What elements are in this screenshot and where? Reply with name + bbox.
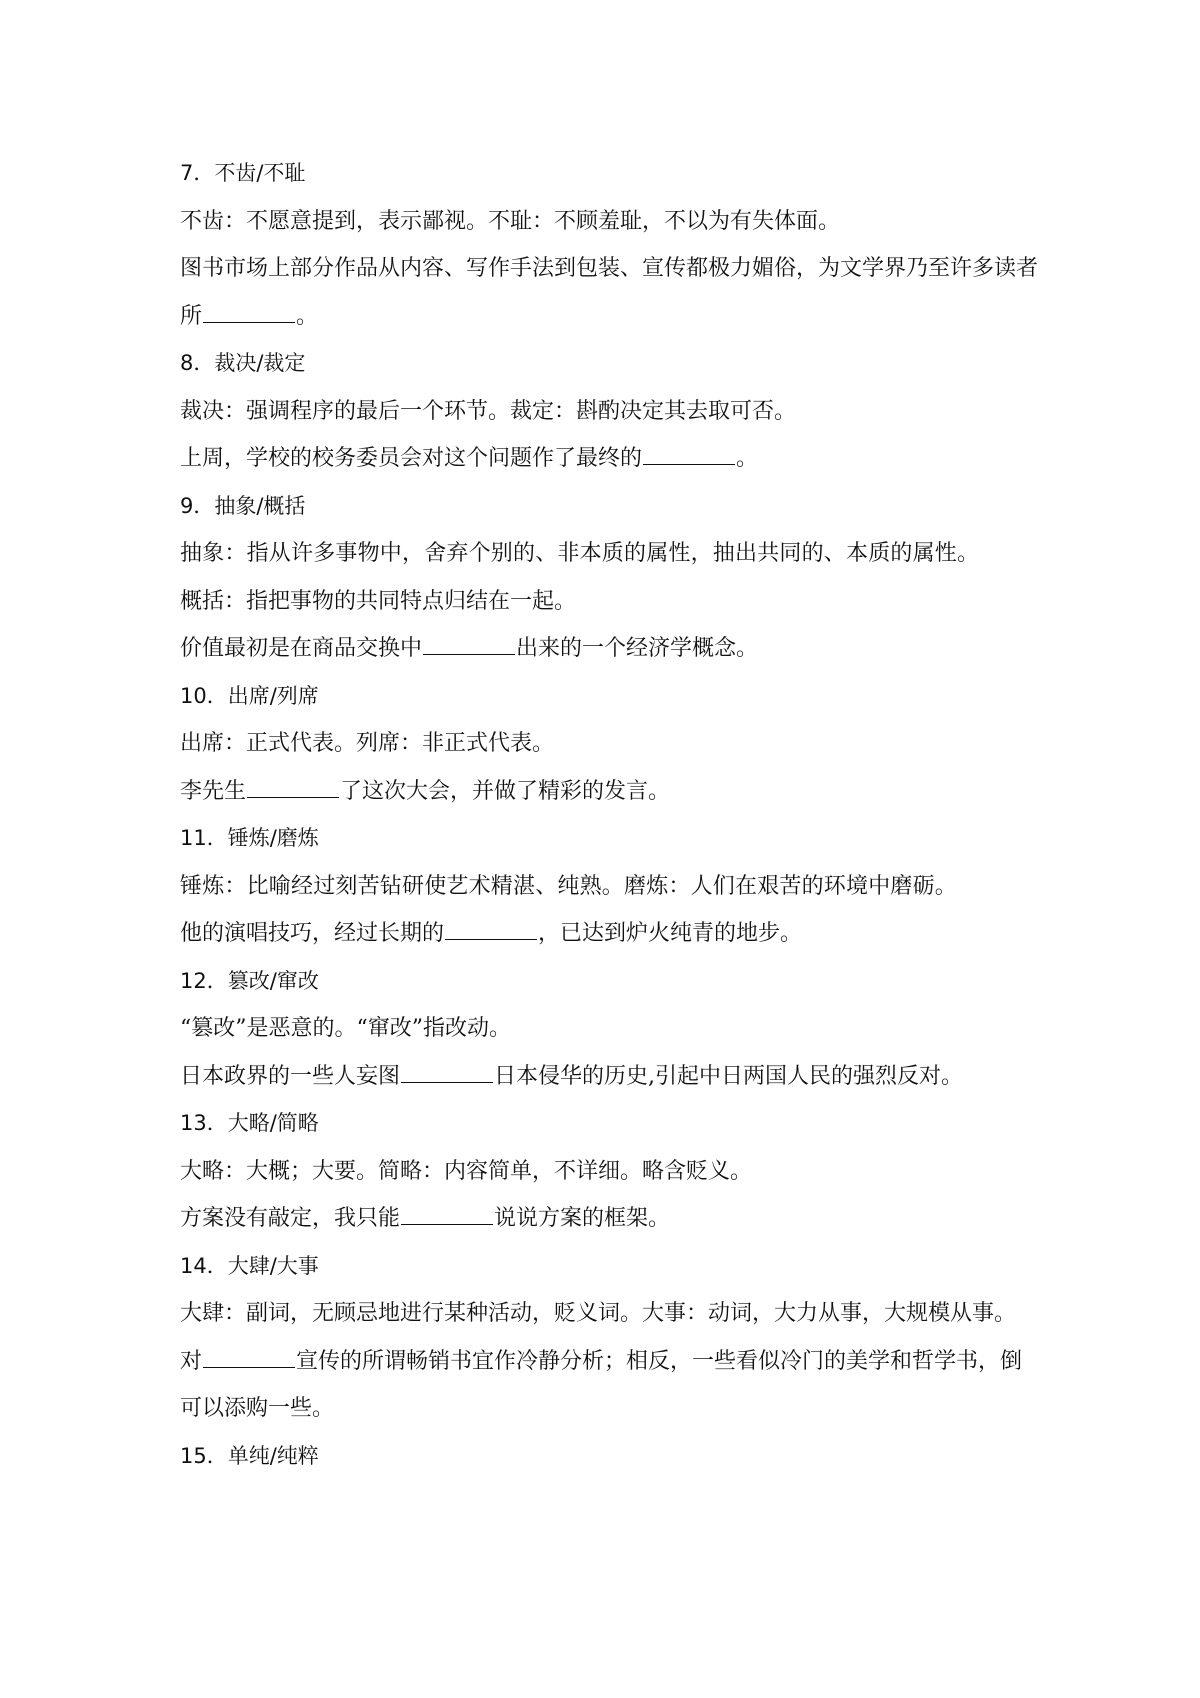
fill-in-blank[interactable] [643, 463, 735, 465]
item-example [180, 910, 1040, 958]
example-text-before: 方案没有敲定，我只能 [180, 1206, 401, 1231]
item-example [180, 768, 1040, 816]
item-definition: 抽象：指从许多事物中，舍弃个别的、非本质的属性，抽出共同的、本质的属性。 [180, 541, 980, 566]
example-text-after: 出来的一个经济学概念。 [516, 636, 759, 661]
fill-in-blank[interactable] [203, 1366, 295, 1368]
fill-in-blank[interactable] [423, 653, 515, 655]
item-example [180, 1338, 1040, 1433]
example-text-before: 价值最初是在商品交换中 [180, 636, 423, 661]
fill-in-blank[interactable] [401, 1081, 493, 1083]
example-text-before: 日本政界的一些人妄图 [180, 1063, 401, 1089]
item-heading: 15．单纯/纯粹 [180, 1443, 319, 1468]
example-text-before: 李先生 [180, 778, 247, 804]
example-text-before: 图书市场上部分作品从内容、写作手法到包装、宣传都极力媚俗，为文学界乃至许多读者所 [180, 256, 1039, 329]
item-definition: 大略：大概；大要。简略：内容简单，不详细。略含贬义。 [180, 1158, 753, 1184]
item-definition-continued: 概括：指把事物的共同特点归结在一起。 [180, 588, 577, 614]
item-definition: 锤炼：比喻经过刻苦钻研使艺术精湛、纯熟。磨炼：人们在艰苦的环境中磨砺。 [180, 873, 958, 899]
item-definition: 裁决：强调程序的最后一个环节。裁定：斟酌决定其去取可否。 [180, 398, 797, 424]
example-text-after: ，已达到炉火纯青的地步。 [538, 921, 803, 946]
example-text-after: 。 [296, 303, 319, 329]
item-heading: 12．篡改/窜改 [180, 968, 319, 993]
item-example [180, 435, 1040, 483]
item-example [180, 625, 1040, 673]
example-text-before: 他的演唱技巧，经过长期的 [180, 921, 445, 946]
item-heading: 14．大肆/大事 [180, 1253, 319, 1278]
example-text-after: 说说方案的框架。 [494, 1206, 671, 1231]
fill-in-blank[interactable] [247, 796, 339, 798]
item-definition: 不齿：不愿意提到，表示鄙视。不耻：不顾羞耻，不以为有失体面。 [180, 208, 841, 234]
example-text-after: 。 [736, 446, 759, 471]
fill-in-blank[interactable] [401, 1223, 493, 1225]
item-heading: 7．不齿/不耻 [180, 161, 306, 185]
item-heading: 11．锤炼/磨炼 [180, 826, 319, 850]
item-example [180, 1195, 1040, 1243]
fill-in-blank[interactable] [445, 938, 537, 940]
item-definition: 出席：正式代表。列席：非正式代表。 [180, 731, 555, 756]
fill-in-blank[interactable] [203, 321, 295, 323]
example-text-after: 宣传的所谓畅销书宜作冷静分析；相反，一些看似冷门的美学和哲学书，倒可以添购一些。 [180, 1348, 1023, 1421]
word-distinction-list [180, 150, 1040, 1480]
item-heading: 8．裁决/裁定 [180, 351, 306, 375]
item-example [180, 245, 1040, 340]
example-text-after: 了这次大会，并做了精彩的发言。 [340, 778, 671, 804]
item-definition: 大肆：副词，无顾忌地进行某种活动，贬义词。大事：动词，大力从事，大规模从事。 [180, 1301, 1017, 1326]
item-heading: 9．抽象/概括 [180, 493, 306, 518]
example-text-before: 上周，学校的校务委员会对这个问题作了最终的 [180, 446, 643, 471]
item-definition: “篡改”是恶意的。“窜改”指改动。 [180, 1016, 511, 1041]
item-heading: 10．出席/列席 [180, 683, 319, 708]
item-heading: 13．大略/简略 [180, 1111, 319, 1135]
example-text-before: 对 [180, 1348, 203, 1374]
item-example [180, 1053, 1040, 1101]
example-text-after: 日本侵华的历史,引起中日两国人民的强烈反对。 [494, 1063, 964, 1089]
